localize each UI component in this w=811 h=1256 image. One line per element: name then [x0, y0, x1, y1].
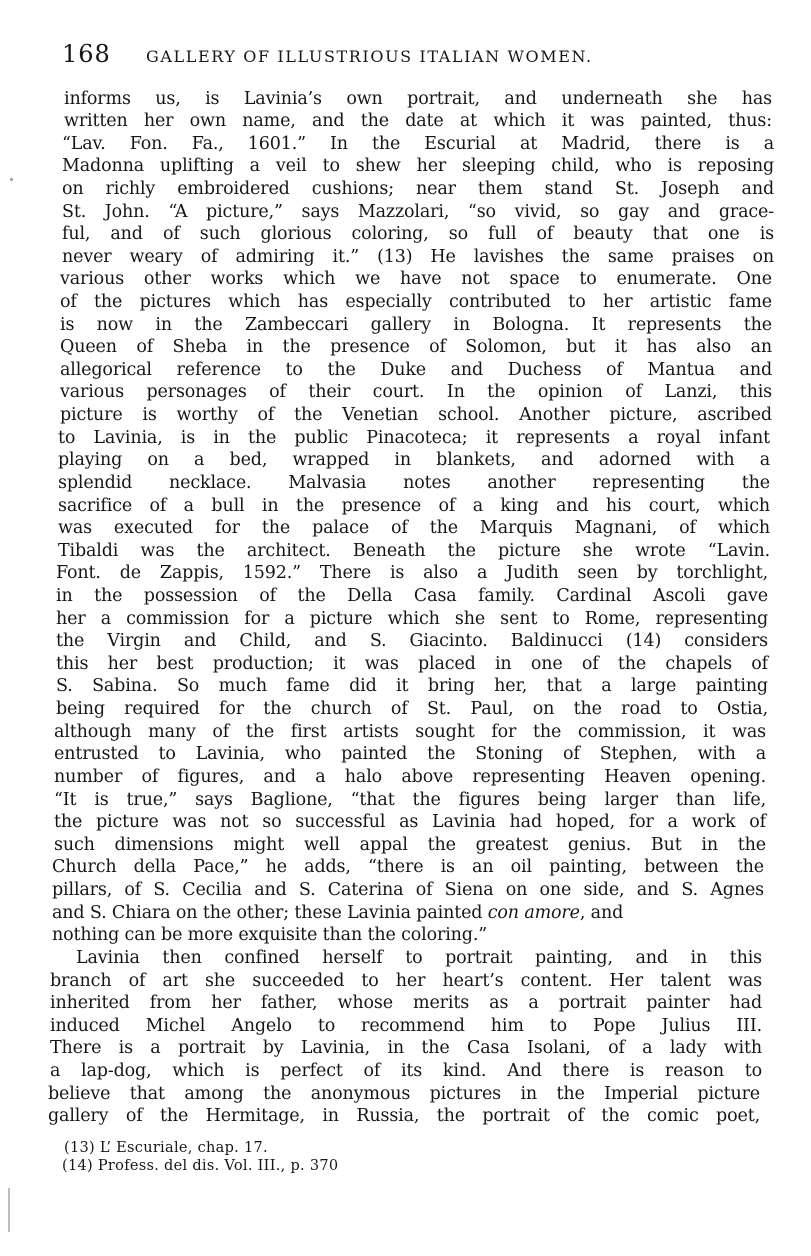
text-line: sacrifice of a bull in the presence of a king and his court, which [58, 496, 770, 516]
text-segment: and S. Chiara on the other; these Lavinia painted [52, 903, 488, 923]
text-line: “Lav. Fon. Fa., 1601.” In the Escurial at Madrid, there is a [62, 134, 774, 154]
text-line: Tibaldi was the architect. Beneath the picture she wrote “Lavin. [58, 541, 770, 561]
text-line: Queen of Sheba in the presence of Solomon, but it has also an [60, 337, 772, 357]
text-line: Church della Pace,” he adds, “there is an oil painting, between the [52, 857, 764, 877]
page-header [62, 40, 782, 76]
margin-scan-mark [8, 1188, 10, 1232]
footnote: (13) L’ Escuriale, chap. 17. [64, 1140, 268, 1156]
page-number: 168 [62, 40, 111, 68]
text-line: informs us, is Lavinia’s own portrait, and underneath she has [64, 89, 772, 109]
text-line: number of figures, and a halo above representing Heaven opening. [54, 767, 766, 787]
text-line: although many of the first artists sought for the commission, it was [54, 722, 766, 742]
text-line: of the pictures which has especially contributed to her artistic fame [60, 292, 772, 312]
text-line: a lap-dog, which is perfect of its kind. And there is reason to [50, 1061, 762, 1081]
text-line: There is a portrait by Lavinia, in the Casa Isolani, of a lady with [50, 1038, 762, 1058]
text-line: the picture was not so successful as Lavinia had hoped, for a work of [54, 812, 766, 832]
text-line: written her own name, and the date at which it was painted, thus: [64, 111, 772, 131]
running-title: GALLERY OF ILLUSTRIOUS ITALIAN WOMEN. [146, 47, 593, 66]
text-segment: , and [579, 903, 624, 923]
text-line: in the possession of the Della Casa family. Cardinal Ascoli gave [56, 586, 768, 606]
footnote: (14) Profess. del dis. Vol. III., p. 370 [62, 1158, 339, 1174]
text-line: induced Michel Angelo to recommend him to Pope Julius III. [50, 1016, 762, 1036]
text-line: on richly embroidered cushions; near them stand St. Joseph and [62, 179, 774, 199]
text-line: ful, and of such glorious coloring, so full of beauty that one is [62, 224, 774, 244]
text-line: is now in the Zambeccari gallery in Bologna. It represents the [60, 315, 772, 335]
text-line: various personages of their court. In the opinion of Lanzi, this [60, 382, 772, 402]
text-line: Madonna uplifting a veil to shew her sleeping child, who is reposing [62, 156, 774, 176]
text-line: entrusted to Lavinia, who painted the Stoning of Stephen, with a [54, 744, 766, 764]
text-line: gallery of the Hermitage, in Russia, the portrait of the comic poet, [48, 1106, 760, 1126]
text-line: splendid necklace. Malvasia notes another representing the [58, 473, 770, 493]
text-line: her a commission for a picture which she sent to Rome, representing [56, 609, 768, 629]
italic-phrase: con amore [487, 903, 580, 923]
text-line: S. Sabina. So much fame did it bring her, that a large painting [56, 676, 768, 696]
text-line: St. John. “A picture,” says Mazzolari, “so vivid, so gay and grace- [62, 202, 774, 222]
text-line: never weary of admiring it.” (13) He lavishes the same praises on [62, 247, 774, 267]
text-line: inherited from her father, whose merits as a portrait painter had [50, 993, 762, 1013]
text-line: branch of art she succeeded to her heart’s content. Her talent was [50, 971, 762, 991]
text-line: “It is true,” says Baglione, “that the figures being larger than life, [54, 790, 766, 810]
text-line: nothing can be more exquisite than the coloring.” [52, 925, 488, 945]
text-line: playing on a bed, wrapped in blankets, and adorned with a [58, 450, 770, 470]
text-line-with-italic [52, 902, 764, 924]
text-line: to Lavinia, is in the public Pinacoteca; it represents a royal infant [58, 428, 770, 448]
text-line: being required for the church of St. Paul, on the road to Ostia, [56, 699, 768, 719]
text-line: Font. de Zappis, 1592.” There is also a Judith seen by torchlight, [56, 563, 768, 583]
scan-speck [10, 178, 13, 181]
text-line: various other works which we have not space to enumerate. One [60, 269, 772, 289]
text-line: such dimensions might well appal the greatest genius. But in the [54, 835, 766, 855]
text-line: picture is worthy of the Venetian school. Another picture, ascribed [60, 405, 772, 425]
text-line: this her best production; it was placed in one of the chapels of [56, 654, 768, 674]
text-line: Lavinia then confined herself to portrait painting, and in this [76, 948, 762, 968]
text-line: believe that among the anonymous pictures in the Imperial picture [48, 1084, 760, 1104]
text-line: pillars, of S. Cecilia and S. Caterina of Siena on one side, and S. Agnes [52, 880, 764, 900]
text-line: the Virgin and Child, and S. Giacinto. Baldinucci (14) considers [56, 631, 768, 651]
text-line: allegorical reference to the Duke and Duchess of Mantua and [60, 360, 772, 380]
text-line: was executed for the palace of the Marquis Magnani, of which [58, 518, 770, 538]
